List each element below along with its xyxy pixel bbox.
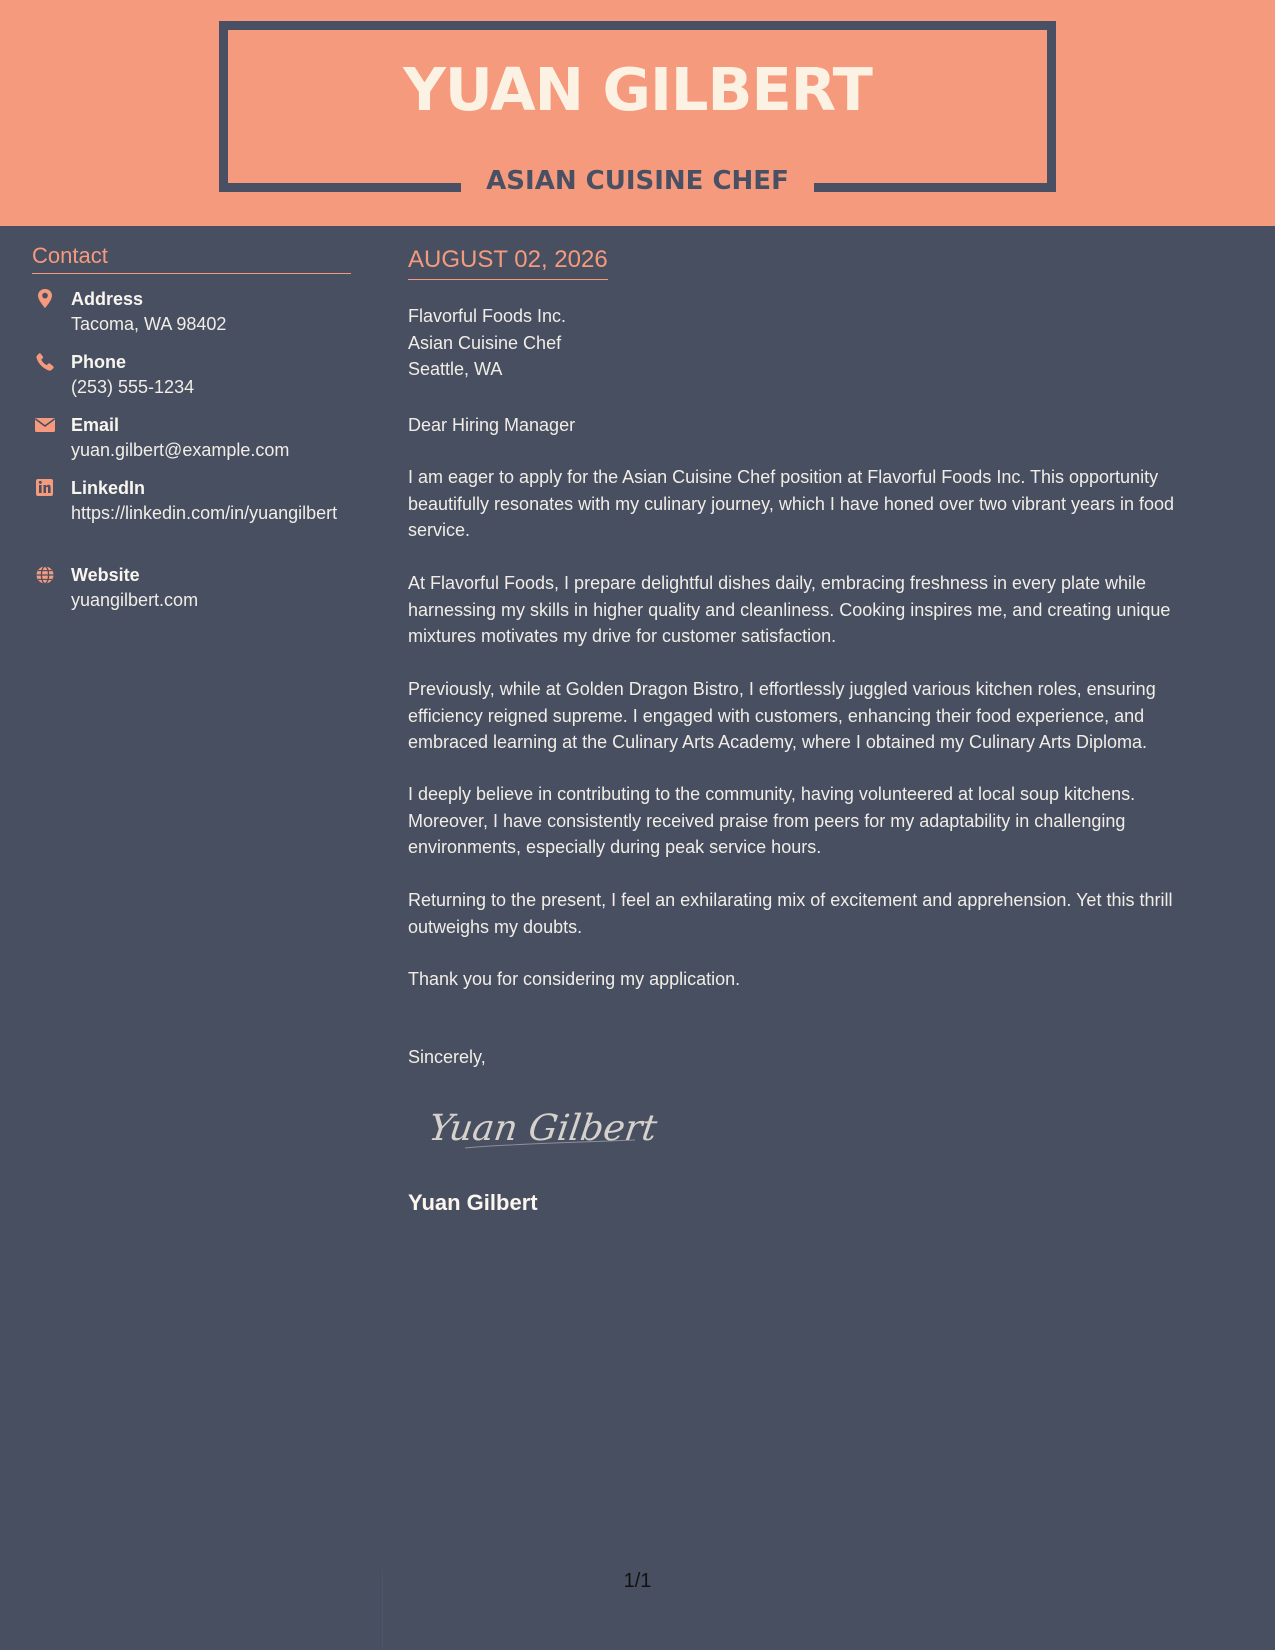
globe-icon (32, 563, 58, 587)
header-band (0, 0, 1275, 226)
recipient-position: Asian Cuisine Chef (408, 332, 562, 353)
page-number: 1/1 (623, 1570, 652, 1592)
email-value: yuan.gilbert@example.com (71, 440, 290, 460)
phone-value: (253) 555-1234 (71, 377, 195, 397)
phone-label: Phone (71, 352, 127, 372)
email-label: Email (71, 415, 120, 435)
signature-text: Yuan Gilbert (426, 1106, 660, 1149)
letter-paragraph: I deeply believe in contributing to the community, having volunteered at local soup kitchens. Moreover, I have consistently received praise from peers for my adaptability in challenging environments, especially during peak service hours. (408, 784, 1136, 857)
column-divider (382, 1570, 383, 1650)
website-value[interactable]: yuangilbert.com (71, 590, 199, 610)
contact-heading: Contact (32, 243, 351, 274)
letter-paragraph: Previously, while at Golden Dragon Bistro, I effortlessly juggled various kitchen roles, ensuring efficiency reigned supreme. I engaged with customers, enhancing their food experience, and embraced learning at the Culinary Arts Academy, where I obtained my Culinary Arts Diploma. (408, 679, 1156, 752)
linkedin-label: LinkedIn (71, 478, 146, 498)
website-label: Website (71, 565, 140, 585)
recipient-location: Seattle, WA (408, 359, 503, 379)
handwritten-signature (425, 1100, 665, 1170)
recipient-block (408, 303, 566, 383)
letter-paragraph: Thank you for considering my application. (408, 969, 741, 989)
address-value: Tacoma, WA 98402 (71, 314, 227, 334)
applicant-role: ASIAN CUISINE CHEF (486, 166, 789, 196)
sender-name: Yuan Gilbert (408, 1190, 538, 1215)
letter-paragraph: Returning to the present, I feel an exhilarating mix of excitement and apprehension. Yet this thrill outweighs my doubts. (408, 890, 1173, 937)
letter-paragraph: I am eager to apply for the Asian Cuisine Chef position at Flavorful Foods Inc. This opportunity beautifully resonates with my culinary journey, which I have honed over two vibrant years in food service. (408, 467, 1175, 540)
linkedin-value[interactable]: https://linkedin.com/in/yuangilbert (71, 503, 338, 523)
envelope-icon (32, 413, 58, 437)
letter-greeting: Dear Hiring Manager (408, 415, 576, 435)
address-label: Address (71, 289, 144, 309)
linkedin-icon (32, 476, 58, 500)
letter-closing: Sincerely, (408, 1047, 486, 1067)
applicant-name: YUAN GILBERT (403, 55, 872, 124)
recipient-company: Flavorful Foods Inc. (408, 306, 567, 326)
map-marker-icon (32, 287, 58, 311)
phone-icon (32, 350, 58, 374)
letter-date: AUGUST 02, 2026 (408, 246, 608, 280)
letter-paragraph: At Flavorful Foods, I prepare delightful dishes daily, embracing freshness in every plate while harnessing my skills in higher quality and cleanliness. Cooking inspires me, and creating unique mixtures motivates my drive for customer satisfaction. (408, 573, 1171, 646)
